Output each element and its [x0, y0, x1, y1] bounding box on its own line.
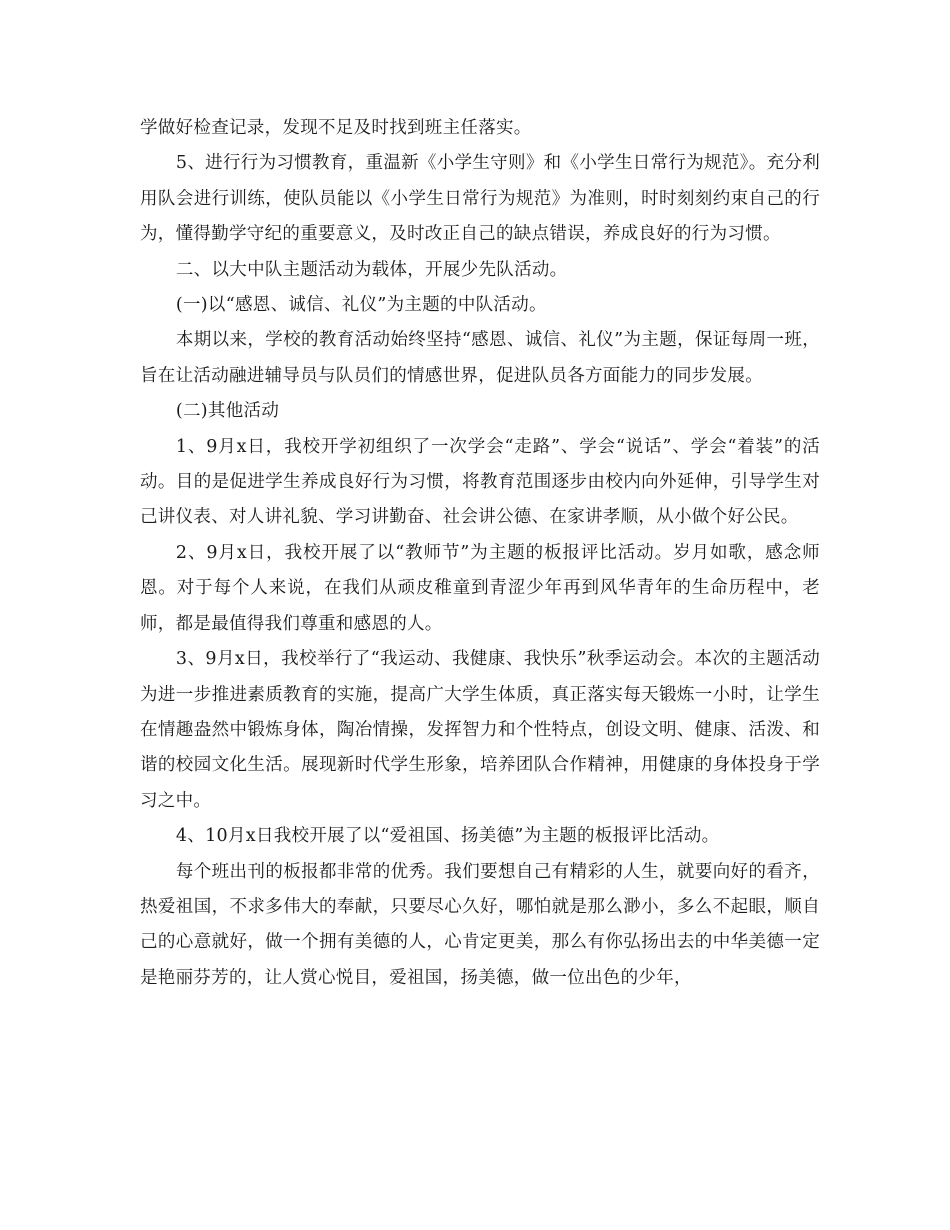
- subsection-heading-2: (二)其他活动: [175, 401, 280, 422]
- paragraph-activity-1: 1、9月x日，我校开学初组织了一次学会“走路”、学会“说话”、学会“着装”的活动。目的是促进学生养成良好行为习惯，将教育范围逐步由校内向外延伸，引导学生对己讲仪表、对人讲礼貌、学习讲勤奋、社会讲公德、在家讲孝顺，从小做个好公民。: [140, 436, 820, 528]
- paragraph-activity-3: 3、9月x日，我校举行了“我运动、我健康、我快乐”秋季运动会。本次的主题活动为进一步推进素质教育的实施，提高广大学生体质，真正落实每天锻炼一小时，让学生在情趣盎然中锻炼身体，陶冶情操，发挥智力和个性特点，创设文明、健康、活泼、和谐的校园文化生活。展现新时代学生形象，培养团队合作精神，用健康的身体投身于学习之中。: [140, 649, 820, 811]
- paragraph-body: 每个班出刊的板报都非常的优秀。我们要想自己有精彩的人生，就要向好的看齐，热爱祖国，不求多伟大的奉献，只要尽心久好，哪怕就是那么渺小，多么不起眼，顺自己的心意就好，做一个拥有美德的人，心肯定更美，那么有你弘扬出去的中华美德一定是艳丽芬芳的，让人赏心悦目，爱祖国，扬美德，做一位出色的少年，: [140, 861, 820, 988]
- paragraph-body: 本期以来，学校的教育活动始终坚持“感恩、诚信、礼仪”为主题，保证每周一班，旨在让活动融进辅导员与队员们的情感世界，促进队员各方面能力的同步发展。: [140, 330, 820, 386]
- paragraph-item-5: 5、进行行为习惯教育，重温新《小学生守则》和《小学生日常行为规范》。充分利用队会进行训练，使队员能以《小学生日常行为规范》为准则，时时刻刻约束自己的行为，懂得勤学守纪的重要意义，及时改正自己的缺点错误，养成良好的行为习惯。: [140, 153, 820, 245]
- paragraph-activity-2: 2、9月x日，我校开展了以“教师节”为主题的板报评比活动。岁月如歌，感念师恩。对于每个人来说，在我们从顽皮稚童到青涩少年再到风华青年的生命历程中，老师，都是最值得我们尊重和感恩的人。: [140, 542, 820, 634]
- paragraph-continuation: 学做好检查记录，发现不足及时找到班主任落实。: [140, 118, 532, 138]
- paragraph-activity-4: 4、10月x日我校开展了以“爱祖国、扬美德”为主题的板报评比活动。: [175, 826, 720, 847]
- subsection-heading-1: (一)以“感恩、诚信、礼仪”为主题的中队活动。: [175, 295, 547, 316]
- section-heading-2: 二、以大中队主题活动为载体，开展少先队活动。: [175, 259, 568, 280]
- document-body: [140, 111, 820, 996]
